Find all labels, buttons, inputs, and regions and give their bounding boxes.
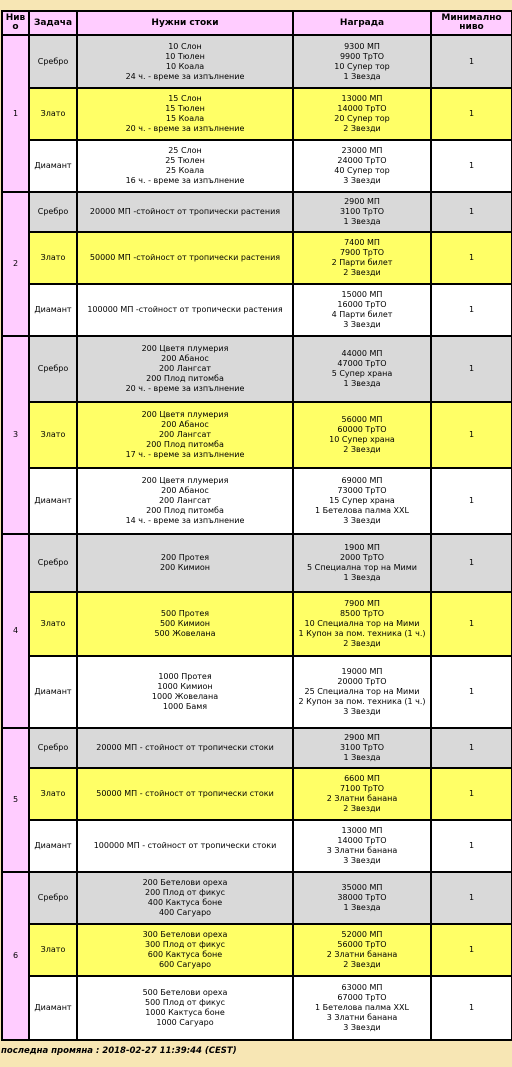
required-goods-line: 500 Плод от фикус bbox=[144, 998, 225, 1007]
reward-cell bbox=[293, 192, 431, 232]
required-goods-line: 20000 МП -стойност от тропически растения bbox=[89, 207, 281, 216]
reward-line: 67000 ТрТО bbox=[337, 993, 387, 1002]
reward-line: 20 Супер тор bbox=[334, 114, 390, 123]
quests-table bbox=[1, 10, 512, 1041]
reward-line: 14000 ТрТО bbox=[337, 836, 387, 845]
required-goods-line: 14 ч. - време за изпълнение bbox=[125, 516, 245, 525]
min-level-cell: 1 bbox=[431, 336, 512, 402]
reward-line: 7900 МП bbox=[344, 599, 380, 608]
reward-line: 25 Специална тор на Мими bbox=[304, 687, 420, 696]
last-modified-note: последна промяна : 2018-02-27 11:39:44 (CEST) bbox=[1, 1046, 237, 1056]
required-goods-cell bbox=[77, 284, 293, 336]
required-goods-line: 1000 Кактуса боне bbox=[145, 1008, 225, 1017]
reward-cell bbox=[293, 924, 431, 976]
reward-cell bbox=[293, 140, 431, 192]
required-goods-line: 200 Лангсат bbox=[158, 364, 212, 373]
required-goods-line: 200 Лангсат bbox=[158, 430, 212, 439]
reward-line: 3 Звезди bbox=[343, 320, 381, 329]
level-cell: 4 bbox=[2, 534, 29, 728]
reward-line: 2 Златни банана bbox=[326, 794, 398, 803]
required-goods-cell bbox=[77, 656, 293, 728]
reward-line: 1900 МП bbox=[344, 543, 380, 552]
task-name-cell: Злато bbox=[29, 592, 77, 656]
min-level-cell: 1 bbox=[431, 592, 512, 656]
required-goods-cell bbox=[77, 140, 293, 192]
reward-line: 38000 ТрТО bbox=[337, 893, 387, 902]
min-level-cell: 1 bbox=[431, 468, 512, 534]
reward-line: 40 Супер тор bbox=[334, 166, 390, 175]
table-row bbox=[2, 140, 512, 192]
reward-line: 2 Звезди bbox=[343, 124, 381, 133]
quests-table-body bbox=[2, 35, 512, 1040]
reward-cell bbox=[293, 768, 431, 820]
reward-cell bbox=[293, 35, 431, 88]
reward-line: 1 Звезда bbox=[343, 217, 381, 226]
reward-cell bbox=[293, 468, 431, 534]
required-goods-cell bbox=[77, 592, 293, 656]
reward-line: 9900 ТрТО bbox=[339, 51, 385, 61]
reward-line: 8500 ТрТО bbox=[339, 609, 385, 618]
required-goods-line: 10 Коала bbox=[165, 61, 205, 71]
reward-line: 2 Звезди bbox=[343, 639, 381, 648]
reward-line: 1 Звезда bbox=[343, 903, 381, 912]
table-row bbox=[2, 468, 512, 534]
required-goods-line: 500 Жовелана bbox=[154, 629, 216, 638]
reward-line: 2 Звезди bbox=[343, 960, 381, 969]
required-goods-cell bbox=[77, 468, 293, 534]
reward-line: 1 Звезда bbox=[343, 573, 381, 582]
min-level-cell: 1 bbox=[431, 924, 512, 976]
reward-cell bbox=[293, 656, 431, 728]
min-level-cell: 1 bbox=[431, 284, 512, 336]
min-level-cell: 1 bbox=[431, 728, 512, 768]
required-goods-cell bbox=[77, 820, 293, 872]
required-goods-line: 200 Плод питомба bbox=[146, 440, 224, 449]
required-goods-cell bbox=[77, 336, 293, 402]
task-name-cell: Диамант bbox=[29, 284, 77, 336]
reward-line: 15000 МП bbox=[341, 290, 383, 299]
reward-line: 63000 МП bbox=[341, 983, 383, 992]
required-goods-cell bbox=[77, 88, 293, 140]
reward-line: 14000 ТрТО bbox=[337, 104, 387, 113]
required-goods-cell bbox=[77, 976, 293, 1040]
level-cell: 5 bbox=[2, 728, 29, 872]
required-goods-line: 15 Тюлен bbox=[165, 104, 205, 113]
min-level-cell: 1 bbox=[431, 656, 512, 728]
required-goods-line: 200 Плод питомба bbox=[146, 374, 224, 383]
reward-line: 69000 МП bbox=[341, 476, 383, 485]
reward-line: 23000 МП bbox=[341, 146, 383, 155]
required-goods-line: 1000 Протея bbox=[158, 672, 212, 681]
required-goods-cell bbox=[77, 232, 293, 284]
reward-line: 9300 МП bbox=[344, 41, 380, 51]
required-goods-cell bbox=[77, 534, 293, 592]
reward-line: 2 Парти билет bbox=[331, 258, 393, 267]
min-level-cell: 1 bbox=[431, 232, 512, 284]
reward-line: 2000 ТрТО bbox=[339, 553, 385, 562]
reward-line: 7900 ТрТО bbox=[339, 248, 385, 257]
reward-line: 56000 ТрТО bbox=[337, 940, 387, 949]
required-goods-line: 50000 МП - стойност от тропически стоки bbox=[96, 789, 274, 798]
required-goods-line: 200 Абанос bbox=[161, 420, 209, 429]
required-goods-cell bbox=[77, 768, 293, 820]
required-goods-line: 200 Бетелови ореха bbox=[142, 878, 228, 887]
header-level: Ниво bbox=[2, 11, 29, 35]
reward-line: 16000 ТрТО bbox=[337, 300, 387, 309]
required-goods-line: 300 Бетелови ореха bbox=[142, 930, 228, 939]
required-goods-line: 10 Слон bbox=[168, 41, 202, 51]
reward-line: 3 Звезди bbox=[343, 176, 381, 185]
required-goods-line: 200 Кимион bbox=[159, 563, 211, 572]
required-goods-line: 15 Слон bbox=[168, 94, 202, 103]
required-goods-line: 600 Сагуаро bbox=[158, 960, 212, 969]
reward-line: 7400 МП bbox=[344, 238, 380, 247]
task-name-cell: Сребро bbox=[29, 192, 77, 232]
table-row bbox=[2, 924, 512, 976]
reward-line: 20000 ТрТО bbox=[337, 677, 387, 686]
reward-cell bbox=[293, 872, 431, 924]
required-goods-line: 200 Цветя плумерия bbox=[141, 344, 229, 353]
task-name-cell: Злато bbox=[29, 88, 77, 140]
reward-cell bbox=[293, 820, 431, 872]
header-task: Задача bbox=[29, 11, 77, 35]
task-name-cell: Диамант bbox=[29, 656, 77, 728]
reward-line: 56000 МП bbox=[341, 415, 383, 424]
reward-line: 35000 МП bbox=[341, 883, 383, 892]
reward-line: 2 Звезди bbox=[343, 268, 381, 277]
reward-line: 3 Звезди bbox=[343, 1023, 381, 1032]
required-goods-line: 200 Абанос bbox=[161, 486, 209, 495]
reward-line: 3 Звезди bbox=[343, 516, 381, 525]
required-goods-cell bbox=[77, 728, 293, 768]
reward-line: 60000 ТрТО bbox=[337, 425, 387, 434]
required-goods-line: 400 Кактуса боне bbox=[147, 898, 223, 907]
required-goods-line: 50000 МП -стойност от тропически растения bbox=[89, 253, 281, 262]
task-name-cell: Сребро bbox=[29, 35, 77, 88]
required-goods-line: 200 Протея bbox=[160, 553, 210, 562]
table-row bbox=[2, 656, 512, 728]
reward-cell bbox=[293, 976, 431, 1040]
task-name-cell: Диамант bbox=[29, 140, 77, 192]
reward-line: 3100 ТрТО bbox=[339, 207, 385, 216]
required-goods-cell bbox=[77, 924, 293, 976]
reward-line: 47000 ТрТО bbox=[337, 359, 387, 368]
required-goods-cell bbox=[77, 35, 293, 88]
reward-line: 1 Звезда bbox=[343, 379, 381, 388]
min-level-cell: 1 bbox=[431, 140, 512, 192]
required-goods-line: 10 Тюлен bbox=[165, 51, 205, 61]
required-goods-line: 500 Бетелови ореха bbox=[142, 988, 228, 997]
min-level-cell: 1 bbox=[431, 402, 512, 468]
task-name-cell: Диамант bbox=[29, 976, 77, 1040]
required-goods-line: 100000 МП -стойност от тропически растения bbox=[87, 305, 283, 314]
required-goods-line: 200 Плод от фикус bbox=[144, 888, 225, 897]
reward-cell bbox=[293, 284, 431, 336]
task-name-cell: Диамант bbox=[29, 820, 77, 872]
required-goods-line: 500 Кимион bbox=[159, 619, 211, 628]
task-name-cell: Злато bbox=[29, 768, 77, 820]
required-goods-line: 16 ч. - време за изпълнение bbox=[125, 176, 245, 185]
header-min-level: Минимално ниво bbox=[431, 11, 512, 35]
min-level-cell: 1 bbox=[431, 35, 512, 88]
table-header-row bbox=[2, 11, 512, 35]
reward-line: 6600 МП bbox=[344, 774, 380, 783]
table-row bbox=[2, 534, 512, 592]
table-row bbox=[2, 820, 512, 872]
reward-line: 4 Парти билет bbox=[331, 310, 393, 319]
reward-line: 2900 МП bbox=[344, 197, 380, 206]
reward-line: 15 Супер храна bbox=[329, 496, 395, 505]
reward-cell bbox=[293, 402, 431, 468]
reward-line: 10 Супер храна bbox=[329, 435, 395, 444]
required-goods-line: 500 Протея bbox=[160, 609, 210, 618]
min-level-cell: 1 bbox=[431, 976, 512, 1040]
reward-cell bbox=[293, 534, 431, 592]
table-row bbox=[2, 768, 512, 820]
required-goods-line: 25 Тюлен bbox=[165, 156, 205, 165]
required-goods-cell bbox=[77, 192, 293, 232]
task-name-cell: Сребро bbox=[29, 872, 77, 924]
required-goods-line: 1000 Бамя bbox=[162, 702, 208, 711]
reward-line: 1 Купон за пом. техника (1 ч.) bbox=[298, 629, 426, 638]
level-cell: 3 bbox=[2, 336, 29, 534]
task-name-cell: Сребро bbox=[29, 336, 77, 402]
reward-line: 2900 МП bbox=[344, 733, 380, 742]
table-row bbox=[2, 284, 512, 336]
reward-line: 13000 МП bbox=[341, 94, 383, 103]
required-goods-line: 20 ч. - време за изпълнение bbox=[125, 124, 245, 133]
required-goods-cell bbox=[77, 402, 293, 468]
min-level-cell: 1 bbox=[431, 88, 512, 140]
required-goods-line: 1000 Жовелана bbox=[151, 692, 219, 701]
reward-line: 73000 ТрТО bbox=[337, 486, 387, 495]
task-name-cell: Злато bbox=[29, 232, 77, 284]
header-required-goods: Нужни стоки bbox=[77, 11, 293, 35]
task-name-cell: Злато bbox=[29, 924, 77, 976]
task-name-cell: Злато bbox=[29, 402, 77, 468]
table-row bbox=[2, 976, 512, 1040]
reward-line: 3 Звезди bbox=[343, 856, 381, 865]
reward-cell bbox=[293, 336, 431, 402]
reward-line: 5 Специална тор на Мими bbox=[307, 563, 417, 572]
reward-line: 3 Звезди bbox=[343, 707, 381, 716]
reward-line: 2 Купон за пом. техника (1 ч.) bbox=[298, 697, 426, 706]
reward-cell bbox=[293, 592, 431, 656]
min-level-cell: 1 bbox=[431, 872, 512, 924]
table-row bbox=[2, 88, 512, 140]
table-row bbox=[2, 728, 512, 768]
table-row bbox=[2, 192, 512, 232]
reward-line: 2 Звезди bbox=[343, 804, 381, 813]
min-level-cell: 1 bbox=[431, 820, 512, 872]
min-level-cell: 1 bbox=[431, 534, 512, 592]
reward-line: 13000 МП bbox=[341, 826, 383, 835]
task-name-cell: Сребро bbox=[29, 534, 77, 592]
reward-cell bbox=[293, 728, 431, 768]
reward-cell bbox=[293, 88, 431, 140]
required-goods-line: 20 ч. - време за изпълнение bbox=[125, 384, 245, 393]
reward-line: 7100 ТрТО bbox=[339, 784, 385, 793]
reward-line: 3 Златни банана bbox=[326, 846, 398, 855]
min-level-cell: 1 bbox=[431, 768, 512, 820]
reward-line: 10 Супер тор bbox=[334, 61, 390, 71]
table-row bbox=[2, 872, 512, 924]
required-goods-line: 200 Цветя плумерия bbox=[141, 476, 229, 485]
table-row bbox=[2, 232, 512, 284]
reward-line: 52000 МП bbox=[341, 930, 383, 939]
required-goods-line: 200 Плод питомба bbox=[146, 506, 224, 515]
required-goods-line: 15 Коала bbox=[165, 114, 205, 123]
reward-line: 19000 МП bbox=[341, 667, 383, 676]
level-cell: 1 bbox=[2, 35, 29, 192]
reward-line: 10 Специална тор на Мими bbox=[304, 619, 420, 628]
required-goods-line: 25 Коала bbox=[165, 166, 205, 175]
min-level-cell: 1 bbox=[431, 192, 512, 232]
required-goods-line: 1000 Кимион bbox=[157, 682, 213, 691]
required-goods-line: 20000 МП - стойност от тропически стоки bbox=[96, 743, 274, 752]
required-goods-line: 200 Лангсат bbox=[158, 496, 212, 505]
required-goods-line: 24 ч. - време за изпълнение bbox=[125, 71, 245, 81]
reward-line: 2 Златни банана bbox=[326, 950, 398, 959]
table-row bbox=[2, 402, 512, 468]
reward-line: 3 Златни банана bbox=[326, 1013, 398, 1022]
level-cell: 6 bbox=[2, 872, 29, 1040]
reward-line: 1 Звезда bbox=[343, 71, 381, 81]
required-goods-line: 100000 МП - стойност от тропически стоки bbox=[93, 841, 277, 850]
reward-cell bbox=[293, 232, 431, 284]
required-goods-line: 25 Слон bbox=[168, 146, 202, 155]
task-name-cell: Сребро bbox=[29, 728, 77, 768]
reward-line: 5 Супер храна bbox=[331, 369, 393, 378]
table-row bbox=[2, 592, 512, 656]
reward-line: 2 Звезди bbox=[343, 445, 381, 454]
required-goods-line: 600 Кактуса боне bbox=[147, 950, 223, 959]
reward-line: 3100 ТрТО bbox=[339, 743, 385, 752]
header-reward: Награда bbox=[293, 11, 431, 35]
required-goods-line: 400 Сагуаро bbox=[158, 908, 212, 917]
table-row bbox=[2, 35, 512, 88]
reward-line: 1 Бетелова палма XXL bbox=[315, 506, 409, 515]
required-goods-line: 200 Абанос bbox=[161, 354, 209, 363]
table-row bbox=[2, 336, 512, 402]
required-goods-line: 17 ч. - време за изпълнение bbox=[125, 450, 245, 459]
required-goods-line: 300 Плод от фикус bbox=[144, 940, 225, 949]
required-goods-line: 1000 Сагуаро bbox=[156, 1018, 214, 1027]
required-goods-cell bbox=[77, 872, 293, 924]
reward-line: 1 Бетелова палма XXL bbox=[315, 1003, 409, 1012]
required-goods-line: 200 Цветя плумерия bbox=[141, 410, 229, 419]
level-cell: 2 bbox=[2, 192, 29, 336]
task-name-cell: Диамант bbox=[29, 468, 77, 534]
reward-line: 44000 МП bbox=[341, 349, 383, 358]
reward-line: 24000 ТрТО bbox=[337, 156, 387, 165]
reward-line: 1 Звезда bbox=[343, 753, 381, 762]
